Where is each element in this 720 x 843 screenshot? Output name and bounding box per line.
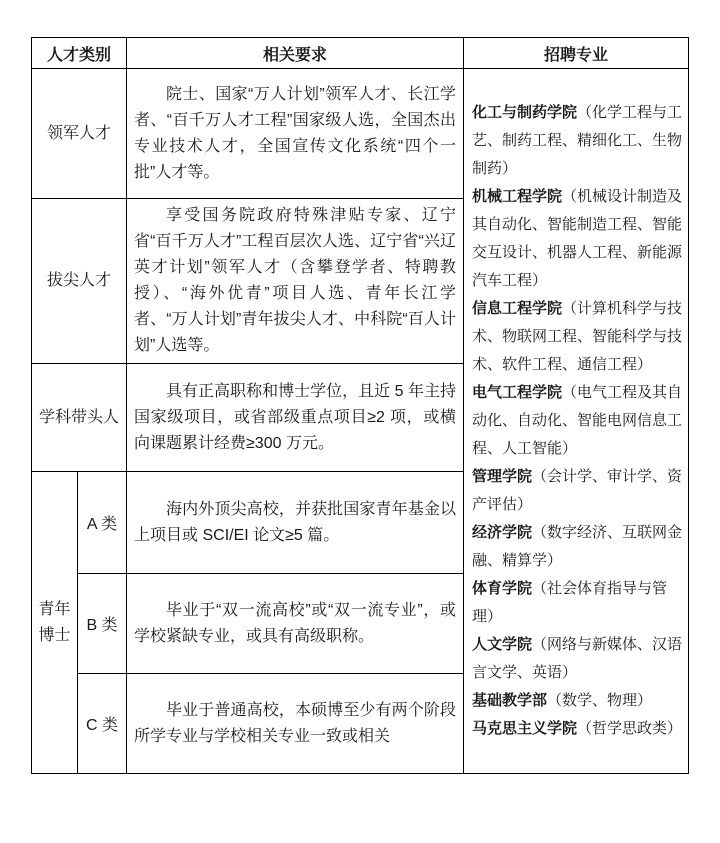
college-majors: （网络与新媒体、汉语言文学、英语）: [472, 636, 683, 681]
college-name: 基础教学部: [472, 692, 548, 709]
requirement-text: 毕业于“双一流高校”或“双一流专业”，或学校紧缺专业，或具有高级职称。: [134, 601, 457, 645]
college-entry: [472, 687, 684, 715]
college-entry: [472, 631, 684, 687]
college-name: 机械工程学院: [472, 188, 563, 205]
college-name: 人文学院: [472, 636, 533, 653]
talent-recruitment-table: [31, 37, 689, 774]
college-majors: （化学工程与工艺、制药工程、精细化工、生物制药）: [472, 104, 683, 177]
table-header-row: [32, 38, 689, 69]
college-name: 电气工程学院: [472, 384, 563, 401]
requirement-text: 享受国务院政府特殊津贴专家、辽宁省“百千万人才”工程百层次人选、辽宁省“兴辽英才计划”领军人才（含攀登学者、特聘教授）、“海外优青”项目人选、青年长江学者、“万人计划”青年拔尖人才、中科院“百人计划”人选等。: [134, 207, 457, 354]
college-majors: （会计学、审计学、资产评估）: [472, 468, 683, 513]
requirement-grade-b: [127, 574, 464, 674]
college-name: 管理学院: [472, 468, 533, 485]
college-majors: （社会体育指导与管理）: [472, 580, 668, 625]
category-discipline-leader: 学科带头人: [32, 364, 127, 472]
college-majors: （计算机科学与技术、物联网工程、智能科学与技术、软件工程、通信工程）: [472, 300, 683, 373]
youth-doctor-label-line2: 博士: [38, 626, 71, 644]
grade-c-label: C 类: [78, 674, 127, 774]
college-name: 信息工程学院: [472, 300, 563, 317]
college-name: 马克思主义学院: [472, 720, 578, 737]
category-top-talent: 拔尖人才: [32, 199, 127, 364]
table-row-leading-talent: [32, 69, 689, 199]
college-majors: （电气工程及其自动化、自动化、智能电网信息工程、人工智能）: [472, 384, 683, 457]
requirement-grade-c: [127, 674, 464, 774]
college-entry: [472, 183, 684, 295]
recruit-majors-cell: [464, 69, 689, 774]
college-entry: [472, 99, 684, 183]
college-name: 体育学院: [472, 580, 533, 597]
requirement-text: 院士、国家“万人计划”领军人才、长江学者、“百千万人才工程”国家级人选，全国杰出专业技术人才，全国宣传文化系统“四个一批”人才等。: [134, 85, 457, 181]
requirement-grade-a: [127, 472, 464, 574]
college-majors: （数学、物理）: [547, 692, 653, 709]
college-majors: （机械设计制造及其自动化、智能制造工程、智能交互设计、机器人工程、新能源汽车工程）: [472, 188, 683, 289]
college-entry: [472, 575, 684, 631]
header-recruit-majors: 招聘专业: [464, 38, 689, 69]
grade-a-label: A 类: [78, 472, 127, 574]
requirement-text: 海内外顶尖高校，并获批国家青年基金以上项目或 SCI/EI 论文≥5 篇。: [134, 500, 457, 544]
category-leading-talent: 领军人才: [32, 69, 127, 199]
college-name: 经济学院: [472, 524, 533, 541]
requirement-text: 毕业于普通高校，本硕博至少有两个阶段所学专业与学校相关专业一致或相关: [134, 701, 457, 745]
college-entry: [472, 463, 684, 519]
grade-b-label: B 类: [78, 574, 127, 674]
requirement-discipline-leader: [127, 364, 464, 472]
college-name: 化工与制药学院: [472, 104, 578, 121]
college-entry: [472, 519, 684, 575]
category-youth-doctor: [32, 472, 78, 774]
requirement-top-talent: [127, 199, 464, 364]
requirement-text: 具有正高职称和博士学位，且近 5 年主持国家级项目，或省部级重点项目≥2 项，或横向课题累计经费≥300 万元。: [134, 382, 457, 452]
requirement-leading-talent: [127, 69, 464, 199]
college-entry: [472, 379, 684, 463]
college-majors: （哲学思政类）: [577, 720, 683, 737]
college-majors: （数字经济、互联网金融、精算学）: [472, 524, 683, 569]
college-entry: [472, 295, 684, 379]
header-talent-category: 人才类别: [32, 38, 127, 69]
college-entry: [472, 715, 684, 743]
header-requirements: 相关要求: [127, 38, 464, 69]
youth-doctor-label-line1: 青年: [38, 600, 71, 618]
